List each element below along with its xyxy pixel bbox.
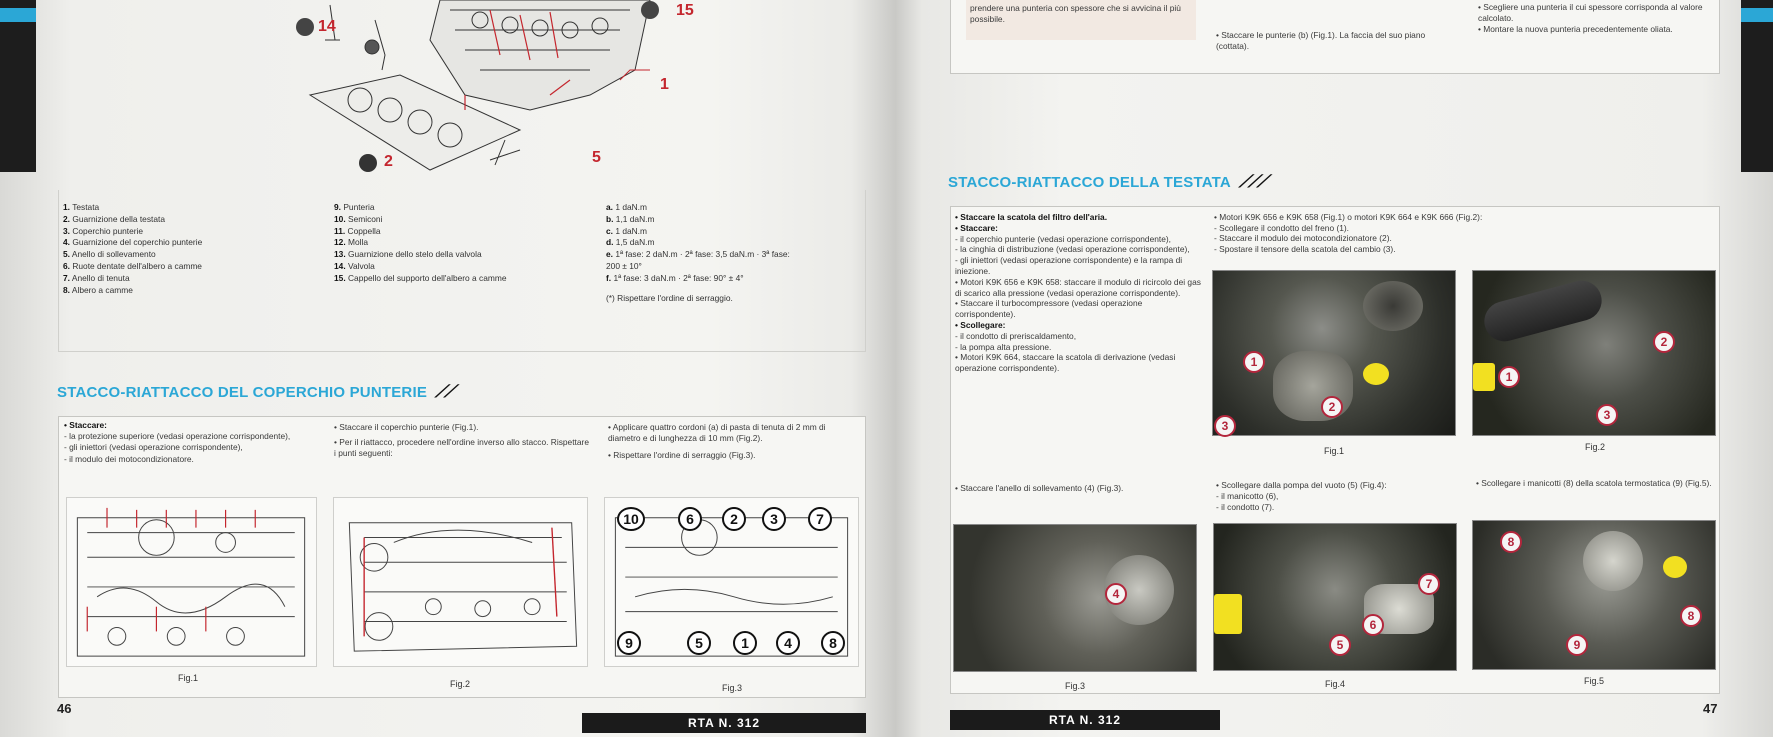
coperchio-text-col2 [334,422,590,460]
text-line: • Staccare la scatola del filtro dell'aria. [955,212,1108,222]
right-edge-tab-accent [1741,8,1773,22]
photo-marker-6: 6 [1362,614,1384,636]
photo-fig3-engine [953,524,1197,672]
legend-column-2 [334,202,564,285]
sequence-number: 8 [821,631,845,655]
photo-marker-3: 3 [1596,404,1618,426]
text-line: - Spostare il tensore della scatola del cambio (3). [1214,243,1396,254]
text-line: • Staccare: [64,420,107,430]
fig-caption: Fig.1 [1323,446,1344,456]
legend-item: 6. Ruote dentate dell'albero a camme [63,260,202,271]
legend-item: 11. Coppella [334,225,381,236]
photo-marker-8: 8 [1500,531,1522,553]
legend-column-1 [63,202,323,296]
left-edge-tab [0,0,36,172]
sequence-number: 9 [617,631,641,655]
photo-marker-3: 3 [1214,415,1236,437]
legend-item: d. 1,5 daN.m [606,237,655,248]
legend-item: 2. Guarnizione della testata [63,213,165,224]
sequence-number: 2 [722,507,746,531]
top-col2-text: • Staccare le punterie (b) (Fig.1). La faccia del suo piano (cottata). [1216,30,1426,52]
text-line: • Scollegare: [955,319,1006,330]
sequence-number: 6 [678,507,702,531]
photo-fig2-engine [1472,270,1716,436]
text-line: • Motori K9K 656 e K9K 658 (Fig.1) o motori K9K 664 e K9K 666 (Fig.2): [1214,212,1483,222]
text-line: - la pompa alta pressione. [955,341,1052,352]
fig-caption: Fig.5 [1583,676,1604,686]
page-number-left: 46 [57,701,72,716]
legend-item: 9. Punteria [334,202,375,212]
photo-marker-1: 1 [1498,366,1520,388]
callout-1: 1 [660,76,669,93]
legend-item: 5. Anello di sollevamento [63,249,156,260]
sequence-number: 10 [617,507,645,531]
text-line: • Scollegare dalla pompa del vuoto (5) (Fig.4): [1216,480,1387,490]
callout-14: 14 [318,18,336,35]
text-line: - il modulo dei motocondizionatore. [64,453,194,464]
fig-caption: Fig.2 [1584,442,1605,452]
text-line: - il condotto di preriscaldamento, [955,330,1077,341]
photo-marker-5: 5 [1329,634,1351,656]
callout-5: 5 [592,149,601,166]
text-line: • Applicare quattro cordoni (a) di pasta di tenuta di 2 mm di diametro e di lunghezza di 10 mm (Fig.2). [608,422,826,444]
sequence-number: 1 [733,631,757,655]
section-title-text: STACCO-RIATTACCO DELLA TESTATA [948,174,1231,191]
footer-bar-left: RTA N. 312 [582,713,866,733]
legend-column-3 [606,202,806,304]
fig-caption: Fig.2 [449,679,470,689]
sequence-number: 5 [687,631,711,655]
photo-marker-1: 1 [1243,351,1265,373]
text-line: - il coperchio punterie (vedasi operazione corrispondente), [955,233,1172,244]
section-title-coperchio [57,382,453,402]
coperchio-text-col3 [608,422,860,462]
text-line: • Staccare il coperchio punterie (Fig.1). [334,422,479,432]
fig2-engine-drawing [333,497,588,667]
text-line: • Staccare il turbocompressore (vedasi operazione corrispondente). [955,298,1143,320]
legend-item: a. 1 daN.m [606,202,647,212]
legend-item: 10. Semiconi [334,213,383,224]
text-line: • Montare la nuova punteria precedentemente oliata. [1478,24,1673,35]
difficulty-wrench-icon: ⟋⟋ [435,382,453,401]
callout-15: 15 [676,2,694,19]
text-line: • Per il riattacco, procedere nell'ordine inverso allo stacco. Rispettare i punti seguenti: [334,437,589,459]
testata-text-mid [1214,212,1714,254]
legend-note: (*) Rispettare l'ordine di serraggio. [606,292,733,303]
text-line: - il condotto (7). [1216,502,1275,513]
photo-marker-9: 9 [1566,634,1588,656]
section-title-testata [948,172,1266,192]
top-col3-text [1478,2,1718,36]
testata-text-left [955,212,1205,374]
fig-caption: Fig.1 [177,673,198,683]
legend-item: 13. Guarnizione dello stelo della valvola [334,249,482,260]
text-line: - il manicotto (6), [1216,491,1279,502]
section-title-text: STACCO-RIATTACCO DEL COPERCHIO PUNTERIE [57,384,428,401]
legend-item: b. 1,1 daN.m [606,213,655,224]
sequence-number: 3 [762,507,786,531]
text-line: - la protezione superiore (vedasi operazione corrispondente), [64,431,291,442]
text-line: • Staccare: [955,222,998,233]
sequence-number: 4 [776,631,800,655]
text-line: - Scollegare il condotto del freno (1). [1214,222,1350,233]
legend-item: 15. Cappello del supporto dell'albero a camme [334,272,507,283]
row2-text-2 [1216,480,1456,514]
callout-2: 2 [384,153,393,170]
legend-item: e. 1ª fase: 2 daN.m · 2ª fase: 3,5 daN.m · 3ª fase: 200 ± 10° [606,249,790,271]
text-line: - Staccare il modulo dei motocondizionatore (2). [1214,233,1392,243]
legend-item: 8. Albero a camme [63,284,133,295]
photo-marker-7: 7 [1418,573,1440,595]
legend-item: 14. Valvola [334,260,375,271]
legend-item: 4. Guarnizione del coperchio punterie [63,237,203,248]
text-line: - la cinghia di distribuzione (vedasi operazione corrispondente), [955,244,1190,255]
top-note: prendere una punteria con spessore che si avvicina il più possibile. [970,3,1181,25]
footer-bar-right: RTA N. 312 [950,710,1220,730]
difficulty-wrench-icon: ⟋⟋⟋ [1238,172,1266,191]
left-edge-tab-accent [0,8,36,22]
legend-item: 12. Molla [334,237,368,248]
photo-marker-2: 2 [1653,331,1675,353]
row2-text-1: • Staccare l'anello di sollevamento (4) (Fig.3). [955,483,1124,493]
fig-caption: Fig.3 [1064,681,1085,691]
coperchio-text-col1 [64,420,319,465]
text-line: • Motori K9K 664, staccare la scatola di derivazione (vedasi operazione corrispondente). [955,352,1176,374]
right-edge-tab [1741,0,1773,172]
fig-caption: Fig.4 [1324,679,1345,689]
text-line: - gli iniettori (vedasi operazione corrispondente) e la rampa di iniezione. [955,255,1183,276]
photo-marker-8: 8 [1680,605,1702,627]
row2-text-3: • Scollegare i manicotti (8) della scatola termostatica (9) (Fig.5). [1476,478,1712,488]
fig-caption: Fig.3 [721,683,742,693]
text-line: • Scegliere una punteria il cui spessore corrisponda al valore calcolato. [1478,2,1703,24]
legend-item: 7. Anello di tenuta [63,272,130,283]
fig1-engine-drawing [66,497,317,667]
legend-item: 1. Testata [63,202,100,212]
photo-marker-2: 2 [1321,396,1343,418]
legend-item: f. 1ª fase: 3 daN.m · 2ª fase: 90° ± 4° [606,272,744,283]
text-line: - gli iniettori (vedasi operazione corrispondente), [64,442,243,453]
legend-item: c. 1 daN.m [606,225,647,236]
page-number-right: 47 [1703,701,1718,716]
sequence-number: 7 [808,507,832,531]
text-line: • Rispettare l'ordine di serraggio (Fig.3). [608,450,756,461]
legend-item: 3. Coperchio punterie [63,225,144,236]
text-line: • Motori K9K 656 e K9K 658: staccare il modulo di ricircolo dei gas di scarico alla pressione (vedasi operazione corrispondente). [955,276,1201,298]
exploded-head-drawing [290,0,720,185]
photo-marker-4: 4 [1105,583,1127,605]
